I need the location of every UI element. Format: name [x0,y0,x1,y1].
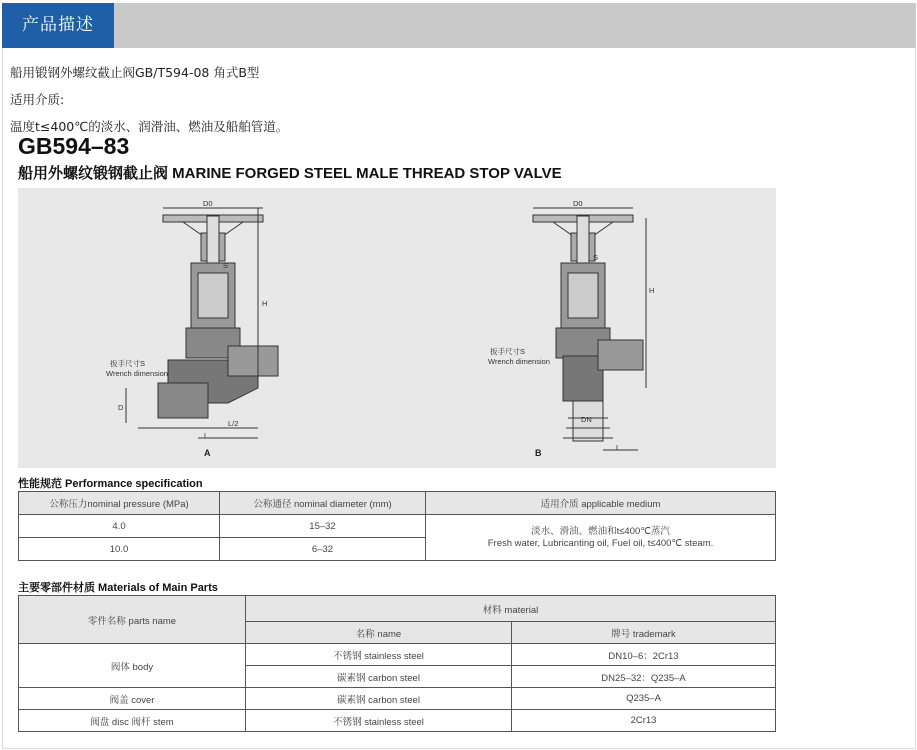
trademark-cell: DN25–32：Q235–A [512,666,776,688]
trademark-cell: 2Cr13 [512,710,776,732]
dim-d-a: D [118,403,124,412]
part-disc-stem: 阀盘 disc 阀杆 stem [19,710,246,732]
table-row [19,515,776,538]
trademark-cell: Q235–A [512,688,776,710]
dim-d0-b: D0 [573,199,583,208]
materials-heading: 主要零部件材质 Materials of Main Parts [18,582,218,594]
description-line-1: 船用锻钢外螺纹截止阀GB/T594-08 角式B型 [10,65,260,80]
header-part-name: 零件名称 parts name [19,596,246,644]
performance-heading: 性能规范 Performance specification [18,478,203,490]
valve-drawing-svg [18,188,776,468]
dim-l-a: L [204,431,209,440]
technical-drawing [18,188,776,468]
header-material-name: 名称 name [246,622,512,644]
description-line-2: 适用介质: [10,92,65,107]
dim-h-a: H [262,299,268,308]
medium-cell [426,515,776,561]
table-row [19,710,776,732]
material-name-cell: 碳素钢 carbon steel [246,688,512,710]
pressure-cell: 4.0 [19,515,220,538]
medium-en: Fresh water, Lubricanting oil, Fuel oil, t≤400℃ steam. [487,537,714,549]
medium-cn: 淡水、滑油、燃油和t≤400℃蒸汽 [531,525,670,537]
header-trademark: 牌号 trademark [512,622,776,644]
figure-label-a: A [204,448,211,458]
header-pressure: 公称压力nominal pressure (MPa) [19,492,220,515]
header-medium: 适用介质 applicable medium [426,492,776,515]
header-diameter: 公称通径 nominal diameter (mm) [220,492,426,515]
dim-l2-a: L/2 [228,419,239,428]
description-line-3: 温度t≤400℃的淡水、润滑油、燃油及船舶管道。 [10,119,289,134]
part-cover: 阀盖 cover [19,688,246,710]
dim-d0-a: D0 [203,199,213,208]
material-name-cell: 不锈钢 stainless steel [246,710,512,732]
wrench-en-b: Wrench dimension [488,357,550,366]
material-name-cell: 不锈钢 stainless steel [246,644,512,666]
dim-s-b: S [593,253,599,262]
diameter-cell: 15–32 [220,515,426,538]
pressure-cell: 10.0 [19,538,220,561]
figure-label-b: B [535,448,542,458]
material-name-cell: 碳素钢 carbon steel [246,666,512,688]
tab-product-description[interactable]: 产品描述 [2,3,114,48]
dim-h-b: H [649,286,655,295]
table-row [19,644,776,666]
wrench-cn-a: 扳手尺寸S [110,359,146,368]
materials-table [18,595,776,732]
valve-b-figure [533,208,646,450]
standard-number: GB594–83 [18,133,130,159]
diameter-cell: 6–32 [220,538,426,561]
doc-title: 船用外螺纹锻钢截止阀 MARINE FORGED STEEL MALE THREAD STOP VALVE [18,165,562,182]
trademark-cell: DN10–6：2Cr13 [512,644,776,666]
part-body: 阀体 body [19,644,246,688]
wrench-en-a: Wrench dimension [106,369,168,378]
table-row [19,688,776,710]
wrench-cn-b: 扳手尺寸S [490,347,526,356]
performance-table [18,491,776,561]
dim-l-b: L [616,443,621,452]
dim-dn-b: DN [581,415,592,424]
dim-s-a: S [223,261,229,270]
header-bar [2,3,916,48]
valve-a-figure [126,208,278,438]
header-material: 材料 material [246,596,776,622]
